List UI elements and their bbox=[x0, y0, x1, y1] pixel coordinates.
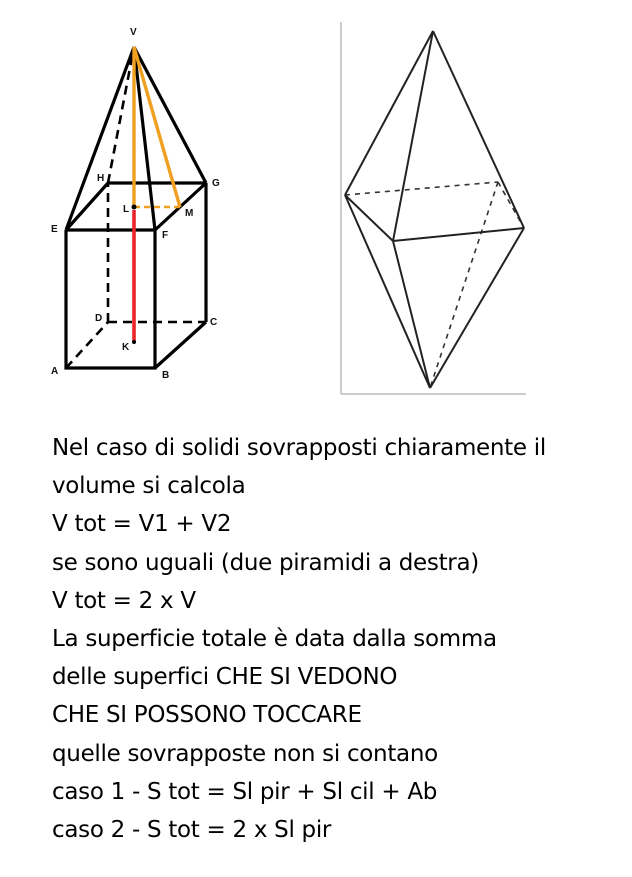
bipyramid-figure bbox=[341, 22, 526, 394]
label-c: C bbox=[210, 317, 218, 328]
edge-base-left-front bbox=[345, 195, 393, 241]
text-line: Nel caso di solidi sovrapposti chiaramente il bbox=[52, 435, 546, 461]
label-l: L bbox=[123, 204, 130, 215]
prism-with-pyramid-figure bbox=[51, 27, 220, 381]
edge-e-h bbox=[66, 183, 108, 230]
edge-top-right bbox=[433, 31, 524, 228]
text-line: V tot = V1 + V2 bbox=[52, 511, 232, 538]
label-b: B bbox=[162, 370, 170, 381]
bipyramid-hidden-edges bbox=[345, 182, 524, 388]
edge-g-v bbox=[134, 47, 206, 183]
edge-f-v bbox=[134, 47, 155, 230]
text-line: V tot = 2 x V bbox=[52, 587, 196, 614]
front-face bbox=[66, 230, 155, 368]
label-m: M bbox=[185, 208, 194, 219]
text-line: delle superfici CHE SI VEDONO bbox=[52, 664, 398, 691]
hidden-base-back bbox=[345, 182, 498, 195]
label-h: H bbox=[97, 173, 105, 184]
label-v: V bbox=[130, 27, 137, 38]
figures-area bbox=[0, 0, 632, 420]
explanation-text bbox=[52, 429, 622, 849]
text-line: caso 2 - S tot = 2 x Sl pir bbox=[52, 817, 332, 844]
edge-top-left bbox=[345, 31, 433, 195]
point-l bbox=[132, 205, 137, 210]
edge-e-v bbox=[66, 47, 134, 230]
text-line: volume si calcola bbox=[52, 473, 246, 500]
edge-a-d bbox=[66, 322, 108, 368]
edge-b-c bbox=[155, 322, 206, 368]
text-line: quelle sovrapposte non si contano bbox=[52, 740, 438, 767]
text-line: caso 1 - S tot = Sl pir + Sl cil + Ab bbox=[52, 778, 438, 805]
text-line: CHE SI POSSONO TOCCARE bbox=[52, 702, 362, 729]
edge-h-v bbox=[108, 47, 134, 183]
hidden-lower-back bbox=[430, 182, 498, 388]
edge-bottom-left bbox=[345, 195, 430, 388]
label-d: D bbox=[95, 313, 103, 324]
label-e: E bbox=[51, 224, 58, 235]
point-k bbox=[132, 340, 136, 344]
edge-bottom-right bbox=[430, 228, 524, 388]
label-f: F bbox=[162, 230, 169, 241]
label-a: A bbox=[51, 366, 59, 377]
label-k: K bbox=[122, 342, 130, 353]
text-line: La superficie totale è data dalla somma bbox=[52, 626, 497, 653]
edge-base-front-right bbox=[393, 228, 524, 241]
edge-top-front bbox=[393, 31, 433, 241]
bipyramid-visible-edges bbox=[345, 31, 524, 388]
text-line: se sono uguali (due piramidi a destra) bbox=[52, 549, 479, 576]
label-g: G bbox=[212, 178, 220, 189]
